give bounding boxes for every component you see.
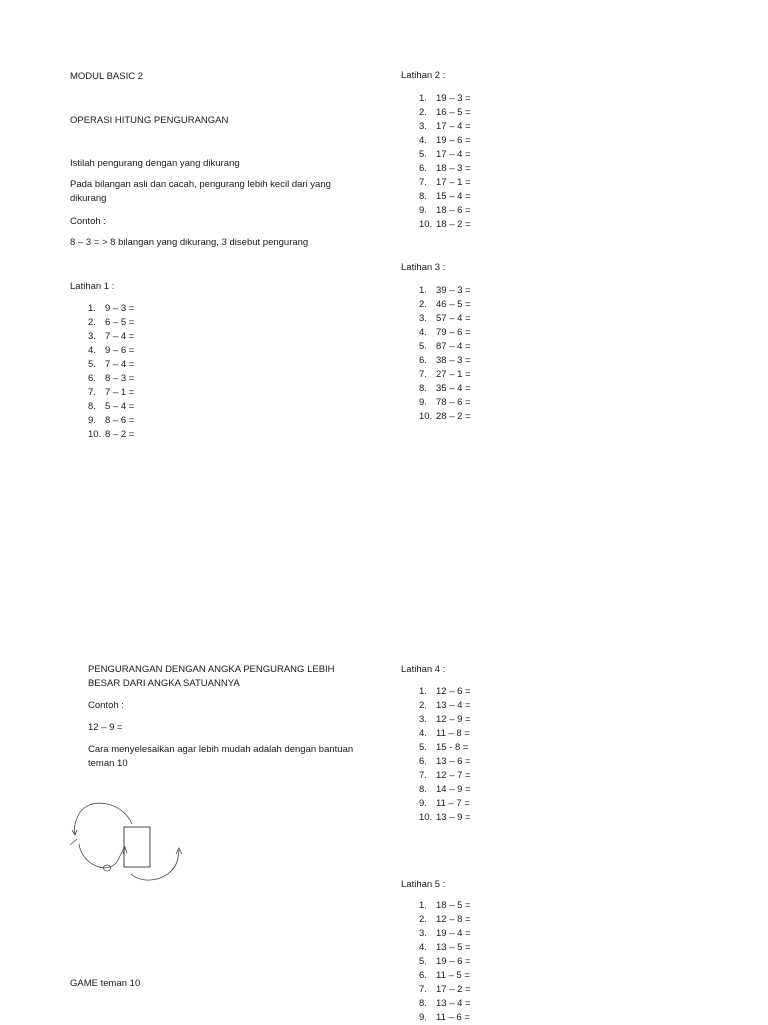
exercise-expression: 12 – 8 = — [436, 914, 471, 925]
exercise-number: 1. — [419, 686, 427, 697]
exercise-number: 7. — [419, 770, 427, 781]
latihan-3-title: Latihan 3 : — [401, 262, 446, 273]
latihan-5-title: Latihan 5 : — [401, 879, 446, 890]
exercise-number: 6. — [88, 373, 96, 384]
exercise-expression: 19 – 3 = — [436, 93, 471, 104]
exercise-number: 5. — [419, 956, 427, 967]
exercise-number: 9. — [419, 205, 427, 216]
exercise-expression: 28 – 2 = — [436, 411, 471, 422]
latihan-4-title: Latihan 4 : — [401, 664, 446, 675]
exercise-expression: 19 – 6 = — [436, 135, 471, 146]
exercise-number: 8. — [419, 191, 427, 202]
exercise-expression: 19 – 6 = — [436, 956, 471, 967]
exercise-expression: 13 – 6 = — [436, 756, 471, 767]
exercise-number: 1. — [88, 303, 96, 314]
exercise-number: 9. — [419, 1012, 427, 1023]
exercise-number: 7. — [419, 369, 427, 380]
exercise-expression: 7 – 1 = — [105, 387, 135, 398]
exercise-expression: 6 – 5 = — [105, 317, 135, 328]
exercise-expression: 5 – 4 = — [105, 401, 135, 412]
exercise-number: 2. — [419, 914, 427, 925]
exercise-expression: 11 – 7 = — [436, 798, 470, 809]
exercise-expression: 13 – 9 = — [436, 812, 471, 823]
exercise-number: 6. — [419, 355, 427, 366]
game-label: GAME teman 10 — [70, 978, 141, 989]
exercise-expression: 87 – 4 = — [436, 341, 471, 352]
latihan-2-title: Latihan 2 : — [401, 70, 446, 81]
example-label: Contoh : — [70, 216, 106, 227]
exercise-number: 1. — [419, 285, 427, 296]
exercise-expression: 27 – 1 = — [436, 369, 471, 380]
exercise-number: 9. — [419, 397, 427, 408]
exercise-expression: 7 – 4 = — [105, 359, 135, 370]
exercise-number: 6. — [419, 163, 427, 174]
exercise-number: 5. — [419, 341, 427, 352]
exercise-number: 4. — [419, 728, 427, 739]
exercise-expression: 78 – 6 = — [436, 397, 471, 408]
exercise-expression: 11 – 8 = — [436, 728, 470, 739]
exercise-expression: 17 – 1 = — [436, 177, 471, 188]
method-text: Cara menyelesaikan agar lebih mudah adalah dengan bantuan teman 10 — [88, 744, 354, 769]
exercise-expression: 11 – 5 = — [436, 970, 470, 981]
exercise-number: 9. — [419, 798, 427, 809]
exercise-expression: 79 – 6 = — [436, 327, 471, 338]
exercise-number: 3. — [88, 331, 96, 342]
example-expression: 12 – 9 = — [88, 722, 123, 733]
exercise-expression: 8 – 3 = — [105, 373, 135, 384]
exercise-expression: 18 – 3 = — [436, 163, 471, 174]
exercise-expression: 16 – 5 = — [436, 107, 471, 118]
exercise-expression: 17 – 2 = — [436, 984, 471, 995]
exercise-number: 8. — [419, 383, 427, 394]
exercise-expression: 15 - 8 = — [436, 742, 469, 753]
exercise-expression: 9 – 3 = — [105, 303, 135, 314]
exercise-number: 4. — [419, 135, 427, 146]
example-text: 8 – 3 = > 8 bilangan yang dikurang, 3 disebut pengurang — [70, 237, 309, 248]
exercise-expression: 35 – 4 = — [436, 383, 471, 394]
exercise-expression: 57 – 4 = — [436, 313, 471, 324]
exercise-number: 9. — [88, 415, 96, 426]
exercise-expression: 46 – 5 = — [436, 299, 471, 310]
exercise-number: 10. — [419, 411, 433, 422]
exercise-number: 3. — [419, 928, 427, 939]
exercise-number: 7. — [419, 177, 427, 188]
exercise-expression: 13 – 4 = — [436, 998, 471, 1009]
exercise-expression: 14 – 9 = — [436, 784, 471, 795]
exercise-number: 7. — [419, 984, 427, 995]
exercise-expression: 13 – 4 = — [436, 700, 471, 711]
exercise-number: 3. — [419, 121, 427, 132]
exercise-number: 2. — [419, 299, 427, 310]
exercise-expression: 12 – 7 = — [436, 770, 471, 781]
exercise-number: 6. — [419, 970, 427, 981]
term-text: Istilah pengurang dengan yang dikurang — [70, 158, 240, 169]
exercise-number: 8. — [419, 998, 427, 1009]
exercise-number: 10. — [419, 812, 433, 823]
exercise-expression: 13 – 5 = — [436, 942, 471, 953]
exercise-number: 1. — [419, 93, 427, 104]
exercise-expression: 19 – 4 = — [436, 928, 471, 939]
exercise-expression: 15 – 4 = — [436, 191, 471, 202]
section-heading: OPERASI HITUNG PENGURANGAN — [70, 115, 229, 126]
explanation-text: Pada bilangan asli dan cacah, pengurang lebih kecil dari yang dikurang — [70, 179, 331, 204]
exercise-expression: 8 – 6 = — [105, 415, 135, 426]
teman-10-sketch — [66, 796, 190, 888]
exercise-number: 2. — [419, 107, 427, 118]
exercise-expression: 38 – 3 = — [436, 355, 471, 366]
exercise-expression: 7 – 4 = — [105, 331, 135, 342]
exercise-expression: 8 – 2 = — [105, 429, 135, 440]
exercise-number: 7. — [88, 387, 96, 398]
exercise-expression: 12 – 9 = — [436, 714, 471, 725]
exercise-expression: 17 – 4 = — [436, 121, 471, 132]
exercise-number: 2. — [419, 700, 427, 711]
exercise-expression: 11 – 6 = — [436, 1012, 470, 1023]
exercise-number: 4. — [419, 327, 427, 338]
exercise-number: 5. — [419, 742, 427, 753]
exercise-expression: 17 – 4 = — [436, 149, 471, 160]
exercise-expression: 18 – 5 = — [436, 900, 471, 911]
exercise-expression: 12 – 6 = — [436, 686, 471, 697]
exercise-number: 4. — [88, 345, 96, 356]
exercise-number: 6. — [419, 756, 427, 767]
exercise-number: 2. — [88, 317, 96, 328]
exercise-number: 8. — [419, 784, 427, 795]
exercise-expression: 9 – 6 = — [105, 345, 135, 356]
example-label-2: Contoh : — [88, 700, 124, 711]
exercise-number: 3. — [419, 714, 427, 725]
exercise-number: 5. — [88, 359, 96, 370]
exercise-number: 4. — [419, 942, 427, 953]
exercise-number: 1. — [419, 900, 427, 911]
exercise-number: 8. — [88, 401, 96, 412]
exercise-number: 10. — [419, 219, 433, 230]
exercise-number: 10. — [88, 429, 102, 440]
exercise-number: 3. — [419, 313, 427, 324]
exercise-number: 5. — [419, 149, 427, 160]
module-title: MODUL BASIC 2 — [70, 71, 144, 82]
exercise-expression: 39 – 3 = — [436, 285, 471, 296]
section-heading-2: PENGURANGAN DENGAN ANGKA PENGURANG LEBIH BESAR DARI ANGKA SATUANNYA — [88, 664, 335, 689]
exercise-expression: 18 – 6 = — [436, 205, 471, 216]
latihan-1-title: Latihan 1 : — [70, 281, 115, 292]
exercise-expression: 18 – 2 = — [436, 219, 471, 230]
